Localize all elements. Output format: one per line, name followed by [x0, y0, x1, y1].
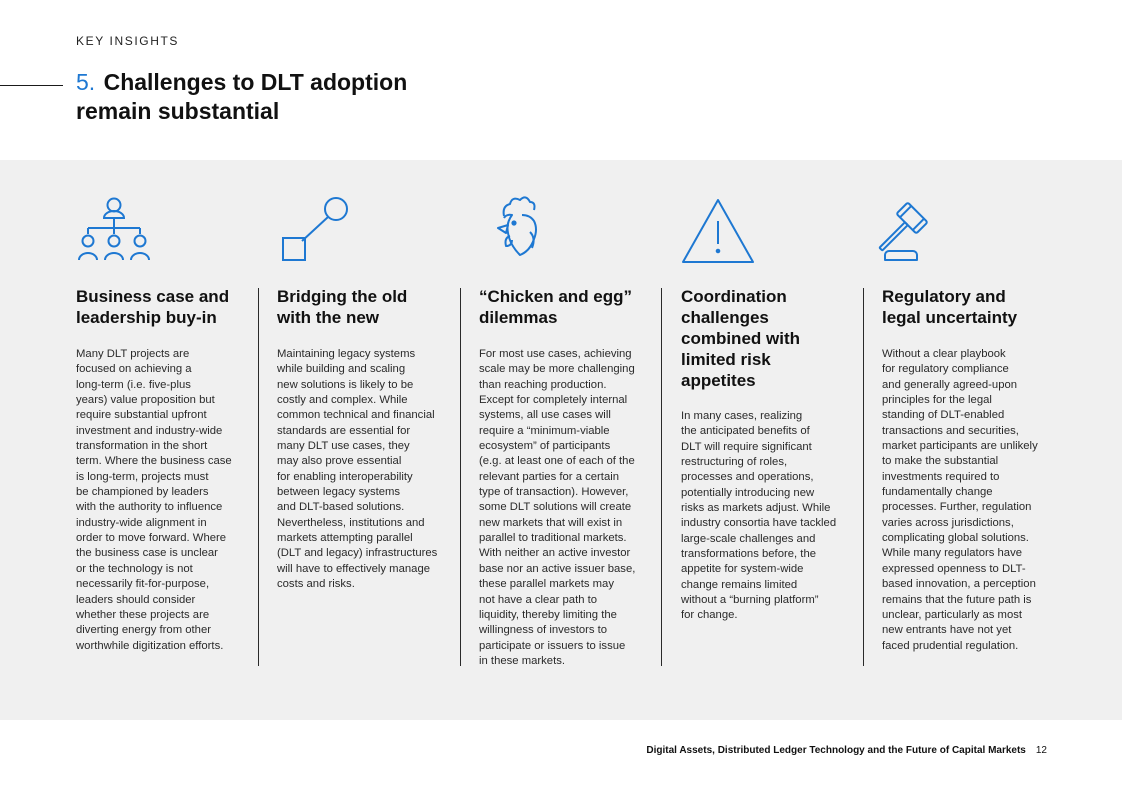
body-line: for enabling interoperability — [277, 470, 413, 483]
body-line: Except for completely internal — [479, 394, 628, 407]
body-line: processes and operations, — [681, 471, 814, 484]
body-line: be championed by leaders — [76, 486, 209, 499]
body-line: Many DLT projects are — [76, 348, 190, 360]
body-line: require a “minimum-viable — [479, 424, 610, 437]
heading-line: dilemmas — [479, 308, 558, 327]
body-line: participate or issuers to issue — [479, 639, 626, 652]
body-line: many DLT use cases, they — [277, 440, 410, 453]
body-line: leaders should consider — [76, 593, 196, 606]
body-line: term. Where the business case — [76, 455, 232, 468]
body-line: standards are essential for — [277, 424, 411, 437]
page-number: 12 — [1035, 745, 1047, 756]
body-line: transformation in the short — [76, 440, 208, 453]
title-line-2: remain substantial — [76, 98, 280, 124]
body-line: scale may be more challenging — [479, 363, 635, 376]
body-line: ecosystem” of participants — [479, 440, 611, 453]
body-line: industry-wide alignment in — [76, 516, 207, 529]
body-line: to make the substantial — [882, 455, 999, 468]
body-line: and generally agreed-upon — [882, 378, 1018, 391]
body-line: liquidity, thereby limiting the — [479, 608, 617, 621]
body-line: order to move forward. Where — [76, 532, 227, 545]
body-line: (DLT and legacy) infrastructures — [277, 547, 438, 560]
column-heading-bridging — [277, 286, 449, 328]
heading-line: with the new — [277, 308, 379, 327]
body-line: fundamentally change — [882, 486, 993, 499]
body-line: potentially introducing new — [681, 486, 815, 499]
heading-line: appetites — [681, 371, 756, 390]
body-line: type of transaction). However, — [479, 486, 629, 499]
org-chart-icon — [76, 196, 152, 266]
body-line: market participants are unlikely — [882, 440, 1038, 453]
body-line: costly and complex. While — [277, 394, 408, 407]
column-body-coordination — [681, 409, 853, 624]
heading-line: “Chicken and egg” — [479, 287, 633, 306]
column-divider — [863, 288, 864, 666]
heading-line: leadership buy-in — [76, 308, 217, 327]
column-divider — [460, 288, 461, 666]
body-line: remains that the future path is — [882, 593, 1032, 606]
column-heading-coordination — [681, 286, 853, 391]
column-body-regulatory — [882, 347, 1054, 654]
column-divider — [258, 288, 259, 666]
body-line: change remains limited — [681, 578, 798, 591]
heading-line: Coordination — [681, 287, 787, 306]
body-line: long-term (i.e. five-plus — [76, 378, 191, 391]
body-line: will have to effectively manage — [277, 562, 431, 575]
body-line: new entrants have not yet — [882, 624, 1012, 637]
body-line: than reaching production. — [479, 378, 607, 391]
body-line: markets attempting parallel — [277, 532, 413, 545]
body-line: common technical and financial — [277, 409, 435, 422]
body-line: diverting energy from other — [76, 624, 212, 637]
gavel-icon — [884, 196, 960, 266]
body-line: transformations before, the — [681, 548, 817, 561]
body-line: standing of DLT-enabled — [882, 409, 1005, 422]
body-line: With neither an active investor — [479, 547, 631, 560]
body-line: (e.g. at least one of each of the — [479, 455, 635, 468]
body-line: and DLT-based solutions. — [277, 501, 405, 514]
body-line: based innovation, a perception — [882, 578, 1036, 591]
body-line: industry consortia have tackled — [681, 517, 837, 530]
body-line: unclear, particularly as most — [882, 608, 1023, 621]
body-line: may also prove essential — [277, 455, 402, 468]
section-number: 5. — [76, 69, 96, 95]
body-line: the anticipated benefits of — [681, 425, 810, 438]
body-line: for regulatory compliance — [882, 363, 1009, 376]
kicker: KEY INSIGHTS — [76, 34, 180, 48]
page-title — [76, 68, 496, 126]
body-line: large-scale challenges and — [681, 532, 816, 545]
body-line: worthwhile digitization efforts. — [76, 639, 224, 652]
body-line: between legacy systems — [277, 486, 401, 499]
heading-line: limited risk — [681, 350, 771, 369]
body-line: restructuring of roles, — [681, 456, 788, 469]
body-line: Without a clear playbook — [882, 348, 1006, 360]
heading-line: combined with — [681, 329, 800, 348]
body-line: while building and scaling — [277, 363, 406, 376]
body-line: the business case is unclear — [76, 547, 218, 560]
body-line: DLT will require significant — [681, 440, 812, 453]
column-body-chicken-egg — [479, 347, 651, 669]
body-line: base nor an active issuer base, — [479, 562, 636, 575]
body-line: years) value proposition but — [76, 394, 215, 407]
body-line: not have a clear path to — [479, 593, 598, 606]
heading-line: Regulatory and — [882, 287, 1006, 306]
column-heading-regulatory — [882, 286, 1054, 328]
column-divider — [661, 288, 662, 666]
body-line: relevant parties for a certain — [479, 470, 620, 483]
body-line: whether these projects are — [76, 608, 210, 621]
body-line: investments required to — [882, 470, 1000, 483]
body-line: in these markets. — [479, 654, 566, 667]
body-line: faced prudential regulation. — [882, 639, 1019, 652]
heading-line: challenges — [681, 308, 769, 327]
body-line: Maintaining legacy systems — [277, 348, 416, 360]
body-line: risks as markets adjust. While — [681, 502, 831, 515]
body-line: require substantial upfront — [76, 409, 207, 422]
body-line: necessarily fit-for-purpose, — [76, 578, 210, 591]
body-line: for change. — [681, 609, 738, 622]
column-body-bridging — [277, 347, 449, 593]
body-line: In many cases, realizing — [681, 410, 803, 422]
body-line: expressed openness to DLT- — [882, 562, 1026, 575]
body-line: processes. Further, regulation — [882, 501, 1032, 514]
body-line: While many regulators have — [882, 547, 1023, 560]
body-line: parallel to traditional markets. — [479, 532, 627, 545]
body-line: costs and risks. — [277, 578, 355, 591]
footer-title: Digital Assets, Distributed Ledger Technology and the Future of Capital Markets — [646, 745, 1026, 756]
body-line: systems, all use cases will — [479, 409, 611, 422]
body-line: is long-term, projects must — [76, 470, 209, 483]
body-line: complicating global solutions. — [882, 532, 1029, 545]
heading-line: Business case and — [76, 287, 230, 306]
body-line: principles for the legal — [882, 394, 992, 407]
bridge-connection-icon — [280, 196, 356, 266]
page-footer — [646, 745, 1047, 756]
title-line-1: Challenges to DLT adoption — [103, 69, 408, 95]
body-line: For most use cases, achieving — [479, 348, 632, 360]
body-line: varies across jurisdictions, — [882, 516, 1014, 529]
body-line: or the technology is not — [76, 562, 193, 575]
column-heading-business-case — [76, 286, 248, 328]
column-heading-chicken-egg — [479, 286, 651, 328]
body-line: new markets that will exist in — [479, 516, 623, 529]
body-line: new solutions is likely to be — [277, 378, 414, 391]
body-line: some DLT solutions will create — [479, 501, 632, 514]
body-line: focused on achieving a — [76, 363, 192, 376]
warning-triangle-icon — [682, 196, 758, 266]
body-line: transactions and securities, — [882, 424, 1019, 437]
body-line: without a “burning platform” — [681, 594, 819, 607]
body-line: appetite for system-wide — [681, 563, 804, 576]
body-line: with the authority to influence — [76, 501, 223, 514]
heading-line: legal uncertainty — [882, 308, 1018, 327]
body-line: investment and industry-wide — [76, 424, 223, 437]
body-line: these parallel markets may — [479, 578, 614, 591]
body-line: Nevertheless, institutions and — [277, 516, 425, 529]
body-line: willingness of investors to — [479, 624, 608, 637]
heading-line: Bridging the old — [277, 287, 408, 306]
column-body-business-case — [76, 347, 248, 654]
title-rule — [0, 85, 63, 86]
chicken-icon — [486, 196, 562, 266]
